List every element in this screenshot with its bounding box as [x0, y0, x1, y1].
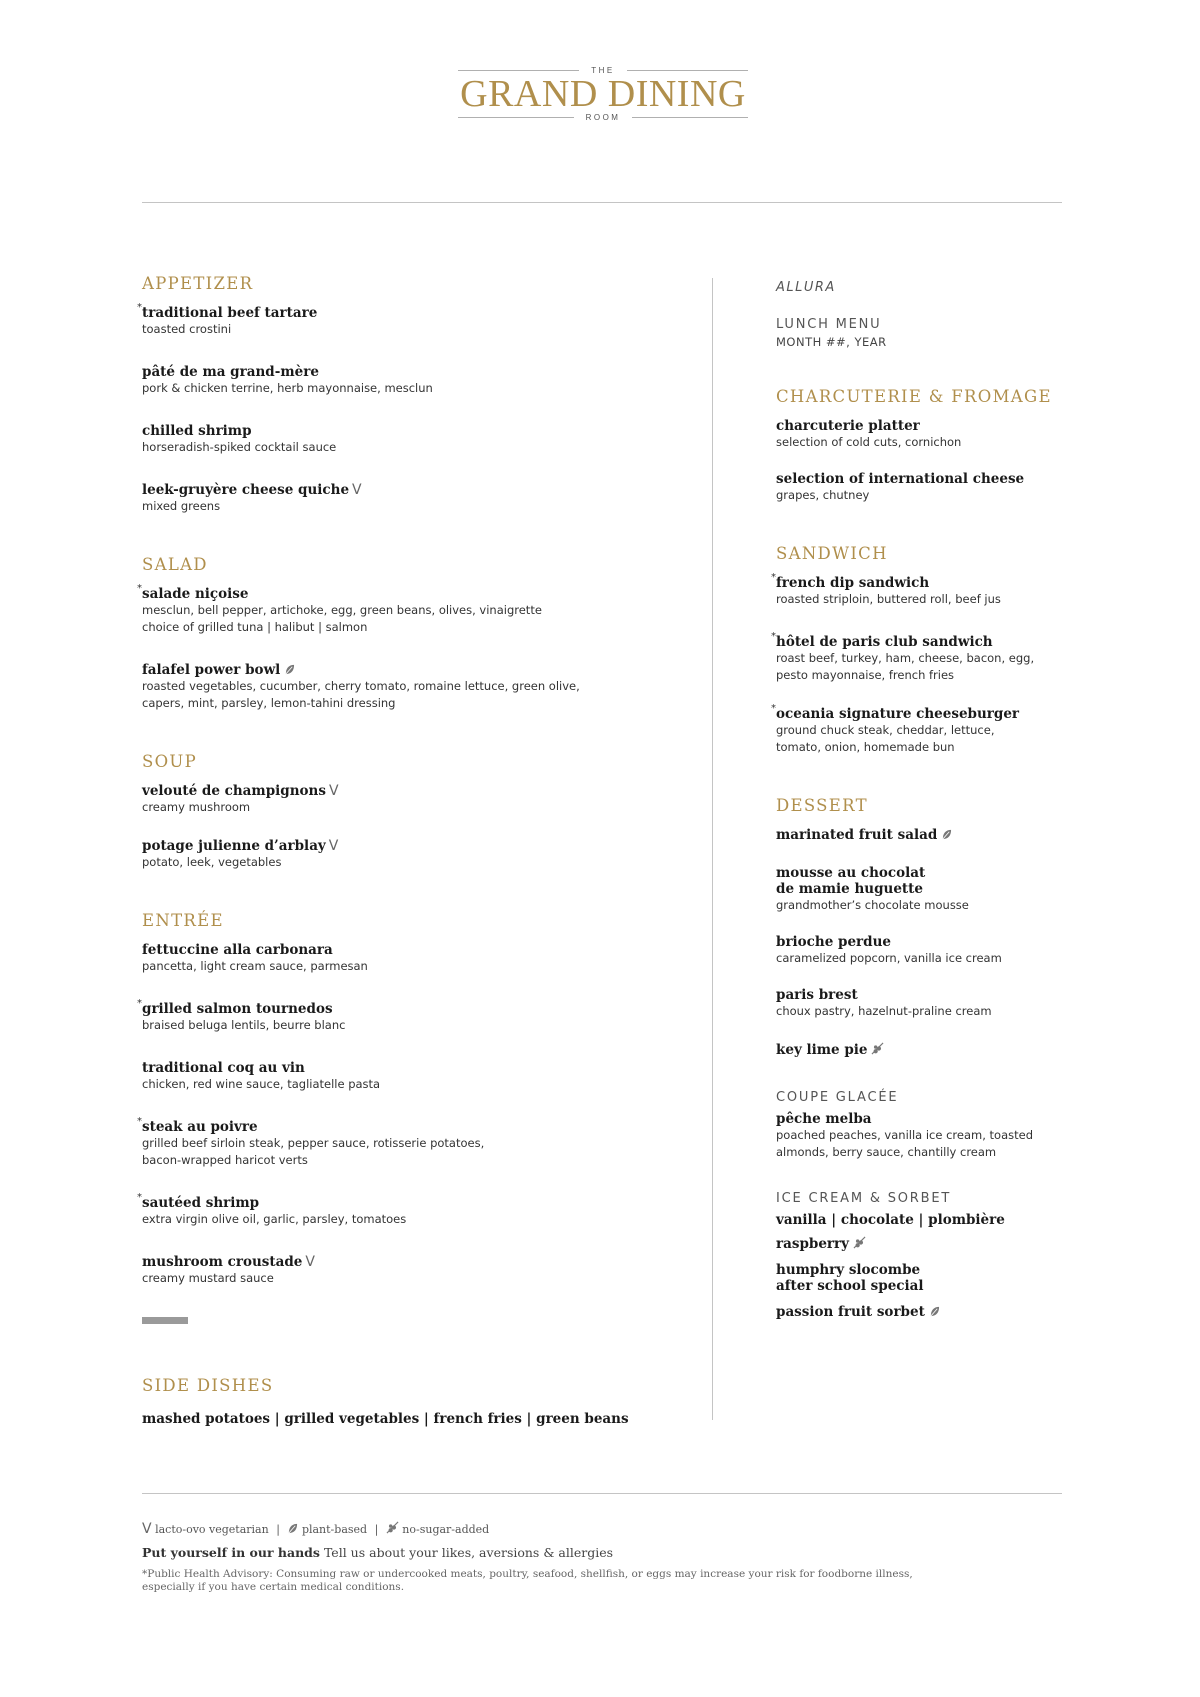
- item-description: tomato, onion, homemade bun: [776, 740, 955, 754]
- item-description: roasted striploin, buttered roll, beef jus: [776, 592, 1001, 606]
- menu-item: [776, 987, 1066, 1020]
- advisory-line: especially if you have certain medical conditions.: [142, 1581, 405, 1593]
- legend-plant-based: plant-based: [301, 1523, 368, 1536]
- item-name: key lime pie: [776, 1042, 868, 1058]
- menu-item: [776, 1111, 1066, 1161]
- logo-rule-left-bottom: [458, 117, 574, 118]
- left-column: [137, 274, 662, 1427]
- section-entree: [137, 911, 662, 1287]
- item-name: french dip sandwich: [776, 575, 930, 591]
- menu-item: [771, 572, 1066, 608]
- item-name: raspberry: [776, 1236, 849, 1252]
- allergy-note: [142, 1545, 1062, 1560]
- logo-rule-right: [627, 70, 748, 71]
- section-title-side-dishes: SIDE DISHES: [142, 1376, 274, 1395]
- logo-rule-left: [458, 70, 579, 71]
- plant-based-icon: [941, 829, 952, 840]
- item-name-row: [776, 827, 1066, 843]
- logo-rule-right-bottom: [632, 117, 748, 118]
- item-name: paris brest: [776, 987, 858, 1003]
- section-charcuterie: [776, 387, 1066, 504]
- item-name: chilled shrimp: [142, 423, 252, 439]
- item-name-row: [776, 1236, 1066, 1252]
- item-description: pesto mayonnaise, french fries: [776, 668, 955, 682]
- item-description: grapes, chutney: [776, 488, 870, 502]
- section-ice-cream-sorbet: [776, 1191, 1066, 1320]
- footer: [142, 1521, 1062, 1594]
- item-name: mousse au chocolat: [776, 865, 926, 881]
- vegetarian-icon: V: [328, 783, 339, 799]
- section-side-dishes: [142, 1376, 662, 1427]
- plant-based-icon: [284, 664, 295, 675]
- item-description: almonds, berry sauce, chantilly cream: [776, 1145, 997, 1159]
- item-name: traditional beef tartare: [142, 305, 318, 321]
- item-description: chicken, red wine sauce, tagliatelle pasta: [142, 1077, 381, 1091]
- item-description: mixed greens: [142, 499, 221, 513]
- item-description: toasted crostini: [142, 322, 232, 336]
- menu-item: [771, 631, 1066, 684]
- item-description: horseradish-spiked cocktail sauce: [142, 440, 337, 454]
- item-description: creamy mustard sauce: [142, 1271, 274, 1285]
- allergy-note-text: Tell us about your likes, aversions & allergies: [319, 1545, 614, 1560]
- item-description: capers, mint, parsley, lemon-tahini dressing: [142, 696, 396, 710]
- item-name: hôtel de paris club sandwich: [776, 634, 993, 650]
- dietary-legend: [142, 1521, 1062, 1537]
- item-name: grilled salmon tournedos: [142, 1001, 333, 1017]
- menu-date: MONTH ##, YEAR: [776, 335, 887, 349]
- item-description: pork & chicken terrine, herb mayonnaise, mesclun: [142, 381, 433, 395]
- menu-title: LUNCH MENU: [776, 317, 882, 332]
- item-description: bacon-wrapped haricot verts: [142, 1153, 308, 1167]
- menu-item: [142, 1254, 662, 1287]
- section-sandwich: [771, 544, 1066, 756]
- advisory-asterisk: *: [137, 583, 142, 594]
- item-description: selection of cold cuts, cornichon: [776, 435, 962, 449]
- no-sugar-added-icon: [386, 1521, 399, 1534]
- plant-based-icon: [287, 1523, 298, 1534]
- section-coupe-glacee: [776, 1090, 1066, 1161]
- section-soup: [142, 752, 662, 871]
- column-divider: [712, 278, 713, 1420]
- no-sugar-added-icon: [853, 1236, 866, 1249]
- item-name-row: [776, 1304, 1066, 1320]
- advisory-asterisk: *: [771, 572, 776, 583]
- section-separator-bar: [142, 1317, 188, 1324]
- item-name: salade niçoise: [142, 586, 249, 602]
- item-description: roast beef, turkey, ham, cheese, bacon, egg,: [776, 651, 1035, 665]
- item-description: pancetta, light cream sauce, parmesan: [142, 959, 368, 973]
- menu-item: [142, 783, 662, 816]
- item-name: velouté de champignons: [142, 783, 326, 799]
- item-name: de mamie huguette: [776, 881, 923, 897]
- section-dessert: [776, 796, 1066, 1058]
- menu-item: [137, 583, 662, 636]
- advisory-asterisk: *: [771, 703, 776, 714]
- item-name: falafel power bowl: [142, 662, 281, 678]
- item-description: choice of grilled tuna | halibut | salmon: [142, 620, 368, 634]
- legend-vegetarian: lacto-ovo vegetarian: [155, 1523, 269, 1536]
- menu-item: [137, 998, 662, 1034]
- logo-name: GRAND DINING: [460, 73, 746, 115]
- advisory-asterisk: *: [137, 1192, 142, 1203]
- legend-no-sugar-added: no-sugar-added: [402, 1523, 490, 1536]
- item-name: pâté de ma grand-mère: [142, 364, 319, 380]
- item-name: fettuccine alla carbonara: [142, 942, 333, 958]
- section-title-salad: SALAD: [142, 555, 208, 574]
- section-title-ice-cream-sorbet: ICE CREAM & SORBET: [776, 1191, 952, 1206]
- item-name-row: [776, 1042, 1066, 1058]
- item-name: humphry slocombe: [776, 1262, 921, 1278]
- item-description: mesclun, bell pepper, artichoke, egg, green beans, olives, vinaigrette: [142, 603, 542, 617]
- menu-item: [137, 302, 662, 338]
- legend-separator: |: [276, 1523, 280, 1536]
- logo-room: ROOM: [585, 113, 621, 122]
- menu-item: [142, 838, 662, 871]
- bottom-divider: [142, 1493, 1062, 1494]
- restaurant-logo: [458, 66, 748, 136]
- item-name-row: [142, 482, 662, 498]
- item-name-row: [142, 1254, 662, 1270]
- allergy-note-lead: Put yourself in our hands: [142, 1545, 320, 1560]
- advisory-line: *Public Health Advisory: Consuming raw or undercooked meats, poultry, seafood, shellfish, or eggs may increase your risk for foodborne illness,: [142, 1568, 913, 1580]
- item-name: leek-gruyère cheese quiche: [142, 482, 350, 498]
- menu-item: [142, 482, 662, 515]
- item-name: marinated fruit salad: [776, 827, 938, 843]
- item-name: steak au poivre: [142, 1119, 258, 1135]
- menu-item: [142, 1060, 662, 1093]
- item-name: sautéed shrimp: [142, 1195, 260, 1211]
- item-name-row: [142, 838, 662, 854]
- menu-item: [771, 703, 1066, 756]
- menu-item: [142, 662, 662, 712]
- ice-cream-flavors: vanilla | chocolate | plombière: [776, 1212, 1005, 1228]
- section-title-soup: SOUP: [142, 752, 198, 771]
- item-name: selection of international cheese: [776, 471, 1025, 487]
- right-column: [771, 280, 1066, 1320]
- item-name: pêche melba: [776, 1111, 872, 1127]
- item-description: roasted vegetables, cucumber, cherry tomato, romaine lettuce, green olive,: [142, 679, 580, 693]
- menu-item: [142, 423, 662, 456]
- item-description: choux pastry, hazelnut-praline cream: [776, 1004, 992, 1018]
- item-description: creamy mushroom: [142, 800, 251, 814]
- menu-item: [776, 1042, 1066, 1058]
- item-name: oceania signature cheeseburger: [776, 706, 1020, 722]
- item-description: poached peaches, vanilla ice cream, toasted: [776, 1128, 1034, 1142]
- vegetarian-icon: V: [142, 1521, 152, 1537]
- vegetarian-icon: V: [305, 1254, 315, 1270]
- section-title-charcuterie: CHARCUTERIE & FROMAGE: [776, 387, 1052, 406]
- menu-item: [142, 942, 662, 975]
- brand-name: ALLURA: [776, 280, 836, 295]
- menu-item: [137, 1116, 662, 1169]
- item-description: extra virgin olive oil, garlic, parsley, tomatoes: [142, 1212, 407, 1226]
- vegetarian-icon: V: [352, 482, 362, 498]
- item-description: grilled beef sirloin steak, pepper sauce, rotisserie potatoes,: [142, 1136, 485, 1150]
- item-name: potage julienne d’arblay: [142, 838, 326, 854]
- item-name: passion fruit sorbet: [776, 1304, 925, 1320]
- advisory-asterisk: *: [137, 302, 142, 313]
- menu-item: [776, 418, 1066, 451]
- item-name: after school special: [776, 1278, 924, 1294]
- public-health-advisory: [142, 1568, 1062, 1594]
- advisory-asterisk: *: [771, 631, 776, 642]
- item-description: grandmother’s chocolate mousse: [776, 898, 969, 912]
- section-title-entree: ENTRÉE: [142, 911, 224, 930]
- plant-based-icon: [929, 1306, 940, 1317]
- item-name: mushroom croustade: [142, 1254, 303, 1270]
- section-title-sandwich: SANDWICH: [776, 544, 888, 563]
- advisory-asterisk: *: [137, 998, 142, 1009]
- no-sugar-added-icon: [871, 1042, 884, 1055]
- logo-the: THE: [591, 66, 615, 75]
- section-title-dessert: DESSERT: [776, 796, 868, 815]
- menu-item: [137, 1192, 662, 1228]
- top-divider: [142, 202, 1062, 203]
- vegetarian-icon: V: [328, 838, 339, 854]
- section-title-appetizer: APPETIZER: [142, 274, 254, 293]
- advisory-asterisk: *: [137, 1116, 142, 1127]
- side-dishes-list: mashed potatoes | grilled vegetables | french fries | green beans: [142, 1411, 629, 1427]
- menu-item: [776, 471, 1066, 504]
- legend-separator: |: [374, 1523, 379, 1536]
- section-appetizer: [137, 274, 662, 515]
- menu-item: [776, 934, 1066, 967]
- menu-item: [776, 865, 1066, 914]
- item-name-row: [142, 662, 662, 678]
- menu-item: [142, 364, 662, 397]
- item-name: brioche perdue: [776, 934, 891, 950]
- item-description: braised beluga lentils, beurre blanc: [142, 1018, 346, 1032]
- item-description: ground chuck steak, cheddar, lettuce,: [776, 723, 995, 737]
- item-name: charcuterie platter: [776, 418, 920, 434]
- section-title-coupe-glacee: COUPE GLACÉE: [776, 1090, 899, 1105]
- item-description: potato, leek, vegetables: [142, 855, 282, 869]
- menu-item: [776, 827, 1066, 843]
- item-name: traditional coq au vin: [142, 1060, 305, 1076]
- section-salad: [137, 555, 662, 712]
- item-name-row: [142, 783, 662, 799]
- item-description: caramelized popcorn, vanilla ice cream: [776, 951, 1002, 965]
